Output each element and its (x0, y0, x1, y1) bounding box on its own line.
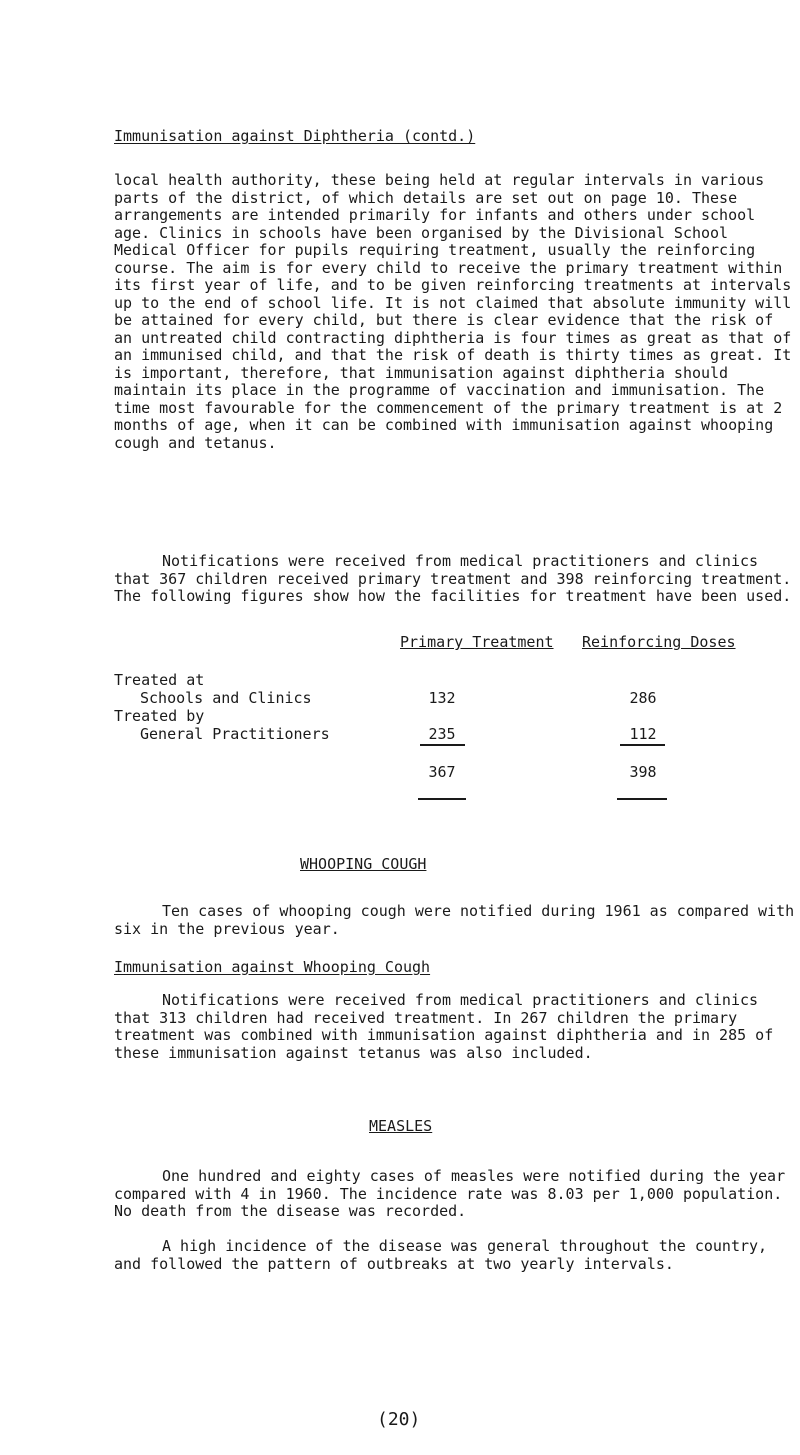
section-heading-whooping-cough: WHOOPING COUGH (300, 855, 427, 873)
cell-primary-schools: 132 (428, 689, 456, 707)
total-rule-reinforcing (617, 798, 667, 800)
column-header-primary: Primary Treatment (400, 633, 554, 651)
cell-primary-gp: 235 (428, 725, 456, 743)
paragraph-measles-pattern: A high incidence of the disease was general throughout the country, and followed the pattern of outbreaks at two yearly intervals. (114, 1237, 768, 1273)
paragraph-whooping-cases: Ten cases of whooping cough were notified during 1961 as compared with six in the previous year. (114, 902, 795, 938)
cell-reinforcing-schools: 286 (629, 689, 657, 707)
row-label-treated-at: Treated at (114, 671, 205, 689)
total-primary: 367 (428, 763, 456, 781)
row-label-treated-by: Treated by (114, 707, 205, 725)
paragraph-notifications-diphtheria: Notifications were received from medical practitioners and clinics that 367 children received primary treatment and 398 reinforcing treatment. The following figures show how the facilities for treatment have been used. (114, 552, 792, 605)
subtotal-rule-reinforcing (620, 744, 665, 746)
subtotal-rule-primary (420, 744, 465, 746)
section-heading-diphtheria: Immunisation against Diphtheria (contd.) (114, 127, 476, 145)
column-header-reinforcing: Reinforcing Doses (582, 633, 736, 651)
page-number: (20) (377, 1409, 421, 1430)
paragraph-measles-cases: One hundred and eighty cases of measles were notified during the year compared with 4 in 1960. The incidence rate was 8.03 per 1,000 population. No death from the disease was recorded. (114, 1167, 786, 1220)
total-rule-primary (418, 798, 466, 800)
row-label-general-practitioners: General Practitioners (140, 725, 330, 743)
paragraph-whooping-notifications: Notifications were received from medical practitioners and clinics that 313 children had received treatment. In 267 children the primary treatment was combined with immunisation against diphtheria and in 285 of these immunisation against tetanus was also included. (114, 991, 774, 1062)
section-heading-whooping-immunisation: Immunisation against Whooping Cough (114, 958, 431, 976)
total-reinforcing: 398 (629, 763, 657, 781)
row-label-schools-clinics: Schools and Clinics (140, 689, 312, 707)
paragraph-diphtheria-arrangements: local health authority, these being held at regular intervals in various parts of the district, of which details are set out on page 10. These arrangements are intended primarily for infants and others under school age. Clinics in schools have been organised by the Divisional School Medical Officer for pupils requiring treatment, usually the reinforcing course. The aim is for every child to receive the primary treatment within its first year of life, and to be given reinforcing treatments at intervals up to the end of school life. It is not claimed that absolute immunity will be attained for every child, but there is clear evidence that the risk of an untreated child contracting diphtheria is four times as great as that of an immunised child, and that the risk of death is thirty times as great. It is important, therefore, that immunisation against diphtheria should maintain its place in the programme of vaccination and immunisation. The time most favourable for the commencement of the primary treatment is at 2 months of age, when it can be combined with immunisation against whooping cough and tetanus. (114, 171, 792, 452)
section-heading-measles: MEASLES (369, 1117, 433, 1135)
cell-reinforcing-gp: 112 (629, 725, 657, 743)
